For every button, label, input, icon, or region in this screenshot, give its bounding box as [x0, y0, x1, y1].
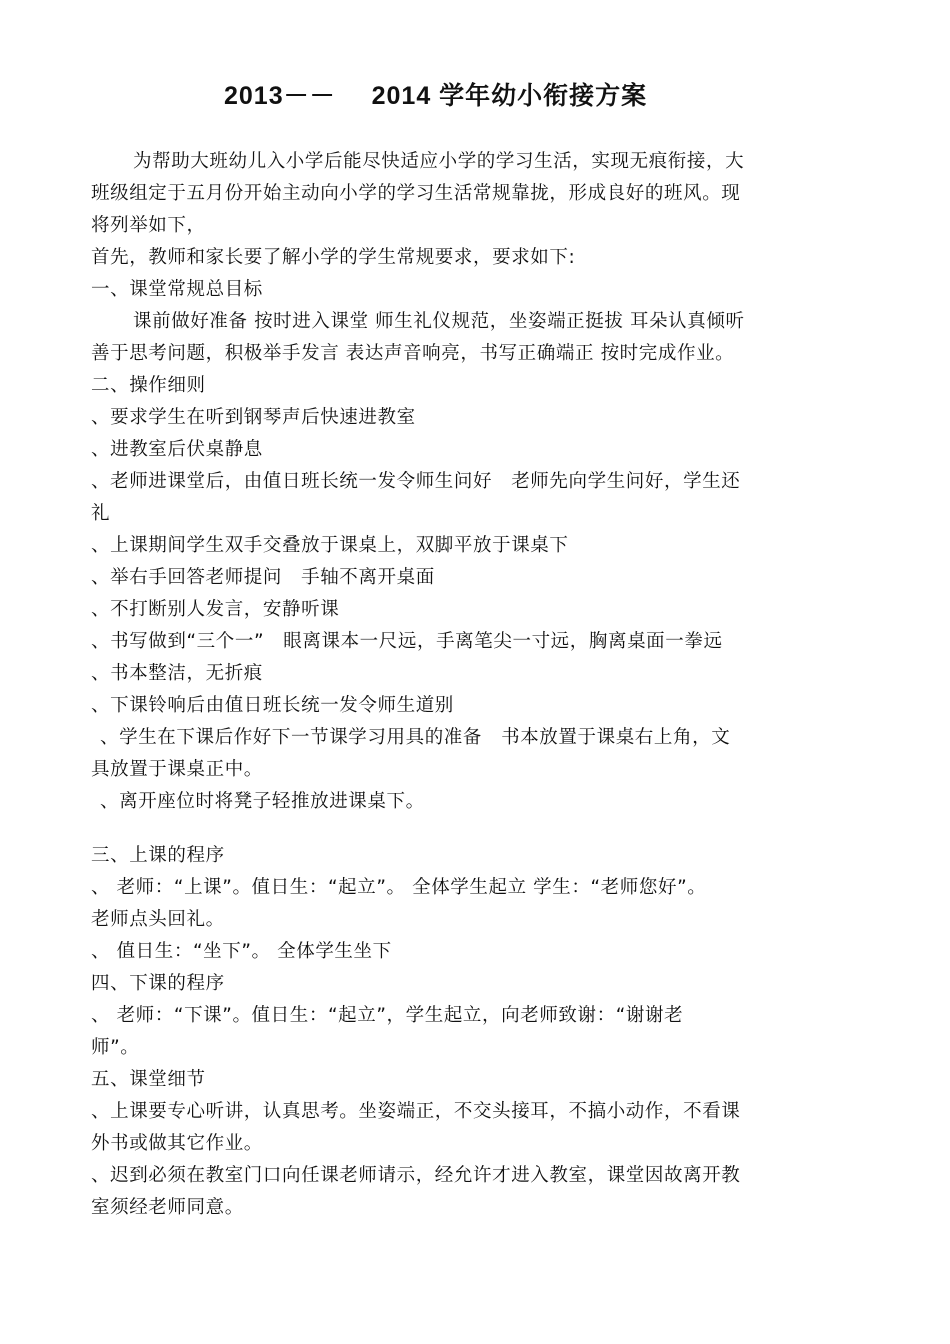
procedure-item: 、 老师：“上课”。值日生：“起立”。 全体学生起立 学生：“老师您好”。 — [91, 877, 707, 898]
section-heading-class-start: 三、上课的程序 — [91, 845, 225, 866]
title-plan-name: 2014 学年幼小衔接方案 — [371, 82, 648, 110]
intro-paragraph-line: 为帮助大班幼儿入小学后能尽快适应小学的学习生活，实现无痕衔接，大 — [133, 151, 745, 172]
intro-paragraph-line: 将列举如下， — [91, 215, 206, 236]
goals-text-line: 善于思考问题，积极举手发言 表达声音响亮，书写正确端正 按时完成作业。 — [91, 343, 735, 364]
detail-item: 、下课铃响后由值日班长统一发令师生道别 — [91, 695, 454, 716]
detail-item: 、要求学生在听到钢琴声后快速进教室 — [91, 407, 416, 428]
goals-text-line: 课前做好准备 按时进入课堂 师生礼仪规范，坐姿端正挺拔 耳朵认真倾听 — [133, 311, 745, 332]
detail-item: 、不打断别人发言，安静听课 — [91, 599, 340, 620]
class-detail-item-continued: 室须经老师同意。 — [91, 1197, 244, 1218]
document-title — [224, 76, 647, 112]
procedure-item: 、 值日生：“坐下”。 全体学生坐下 — [91, 941, 392, 962]
class-detail-item-continued: 外书或做其它作业。 — [91, 1133, 263, 1154]
detail-item: 、举右手回答老师提问 手轴不离开桌面 — [91, 567, 435, 588]
detail-item-continued: 礼 — [91, 503, 111, 524]
requirements-lead-line: 首先，教师和家长要了解小学的学生常规要求，要求如下: — [91, 247, 576, 268]
section-heading-goals: 一、课堂常规总目标 — [91, 279, 263, 300]
detail-item: 、上课期间学生双手交叠放于课桌上，双脚平放于课桌下 — [91, 535, 569, 556]
section-heading-class-end: 四、下课的程序 — [91, 973, 225, 994]
class-detail-item: 、迟到必须在教室门口向任课老师请示，经允许才进入教室，课堂因故离开教 — [91, 1165, 741, 1186]
detail-item: 、书本整洁，无折痕 — [91, 663, 263, 684]
detail-item: 、学生在下课后作好下一节课学习用具的准备 书本放置于课桌右上角，文 — [100, 727, 731, 748]
detail-item: 、书写做到“三个一” 眼离课本一尺远，手离笔尖一寸远，胸离桌面一拳远 — [91, 631, 723, 652]
title-year-range: 2013－－ — [224, 82, 336, 110]
intro-paragraph-line: 班级组定于五月份开始主动向小学的学习生活常规靠拢，形成良好的班风。现 — [91, 183, 741, 204]
class-detail-item: 、上课要专心听讲，认真思考。坐姿端正，不交头接耳，不搞小动作，不看课 — [91, 1101, 741, 1122]
section-heading-class-details: 五、课堂细节 — [91, 1069, 206, 1090]
detail-item-continued: 具放置于课桌正中。 — [91, 759, 263, 780]
detail-item: 、老师进课堂后，由值日班长统一发令师生问好 老师先向学生问好，学生还 — [91, 471, 741, 492]
detail-item: 、进教室后伏桌静息 — [91, 439, 263, 460]
procedure-item-continued: 老师点头回礼。 — [91, 909, 225, 930]
section-heading-details: 二、操作细则 — [91, 375, 206, 396]
detail-item: 、离开座位时将凳子轻推放进课桌下。 — [100, 791, 425, 812]
procedure-item-continued: 师”。 — [91, 1037, 140, 1058]
procedure-item: 、 老师：“下课”。值日生：“起立”，学生起立，向老师致谢：“谢谢老 — [91, 1005, 684, 1026]
